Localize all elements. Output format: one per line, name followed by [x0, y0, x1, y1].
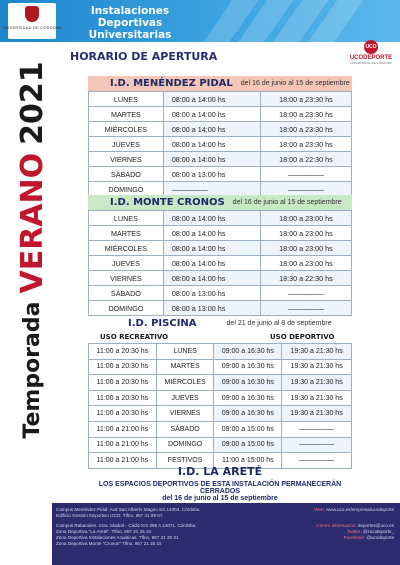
footer-address-6: Zona Deportiva Monte "Cronos" Tlfno. 957 21 25 15	[56, 541, 162, 546]
table-cell: MIÉRCOLES	[89, 122, 164, 137]
footer-address-5: Zona Deportiva Instalaciones Acuáticas. Tlfno. 957 21 25 31	[56, 535, 179, 540]
table-cell: JUEVES	[89, 256, 164, 271]
schedule-table-cronos	[88, 210, 352, 316]
table-cell: VIERNES	[156, 406, 214, 422]
table-cell: 19:30 a 21:30 hs	[282, 406, 352, 422]
university-name: UNIVERSIDAD DE CÓRDOBA	[2, 25, 62, 30]
table-row	[89, 122, 352, 137]
section-name-arete: I.D. LA ARETÉ	[177, 465, 263, 478]
table-cell: MARTES	[89, 107, 164, 122]
table-cell: 08:00 a 13:00 hs	[163, 301, 260, 316]
table-cell: DOMINGO	[89, 182, 164, 197]
table-cell: 08:00 a 14:00 hs	[163, 137, 260, 152]
table-cell: 19:30 a 21:30 hs	[282, 375, 352, 391]
table-cell: 08:00 a 14:00 hs	[163, 226, 260, 241]
label-uso-deportivo: USO DEPORTIVO	[270, 333, 335, 341]
table-cell: SÁBADO	[89, 286, 164, 301]
table-cell: 08:00 a 14:00 hs	[163, 92, 260, 107]
table-cell: 11:00 a 21:00 hs	[89, 453, 157, 469]
table-cell: —————	[282, 437, 352, 453]
table-cell: 11:00 a 20:30 hs	[89, 390, 157, 406]
table-cell: 18:00 a 23:30 hs	[260, 122, 351, 137]
arete-closed-dates: del 16 de junio al 15 de septiembre	[162, 495, 278, 502]
table-cell: 09:00 a 16:30 hs	[214, 359, 282, 375]
footer-web-link[interactable]: www.uco.es/empresa/ucodeporte	[326, 507, 394, 512]
table-cell: VIERNES	[89, 152, 164, 167]
table-cell: MIÉRCOLES	[89, 241, 164, 256]
table-cell: 18:00 a 23:00 hs	[260, 241, 351, 256]
table-row	[89, 226, 352, 241]
table-cell: 09:00 a 16:30 hs	[214, 390, 282, 406]
table-cell: —————	[282, 453, 352, 469]
table-cell: 18:00 a 23:00 hs	[260, 226, 351, 241]
section-header-piscina	[88, 316, 352, 331]
table-cell: 09:00 a 16:30 hs	[214, 406, 282, 422]
footer-mail-link[interactable]: deportes@uco.es	[357, 523, 394, 528]
footer-address-3: Campus Rabanales. Ctra. Madrid - Cádiz Km 396 A 14071. Córdoba.	[56, 523, 197, 528]
table-cell: —————	[260, 286, 351, 301]
footer-web-label: Web:	[314, 507, 325, 512]
table-row	[89, 152, 352, 167]
table-cell: 11:00 a 20:30 hs	[89, 406, 157, 422]
table-cell: SÁBADO	[89, 167, 164, 182]
table-row	[89, 92, 352, 107]
page-subtitle: HORARIO DE APERTURA	[70, 50, 218, 63]
table-cell: FESTIVOS	[156, 453, 214, 469]
footer-mail-label: Correo información:	[316, 523, 357, 528]
header-title	[60, 5, 200, 41]
footer-facebook-label: Facebook:	[343, 535, 366, 540]
table-row	[89, 359, 352, 375]
table-cell: 18:00 a 23:00 hs	[260, 211, 351, 226]
footer-facebook-link[interactable]: @ucodeporte	[366, 535, 394, 540]
table-cell: 08:00 a 14:00 hs	[163, 271, 260, 286]
table-cell: LUNES	[156, 344, 214, 360]
table-row	[89, 375, 352, 391]
table-cell: 09:00 a 15:00 hs	[214, 437, 282, 453]
table-cell: 09:00 a 16:30 hs	[214, 375, 282, 391]
table-cell: MARTES	[89, 226, 164, 241]
table-cell: 11:00 a 20:30 hs	[89, 359, 157, 375]
table-cell: 08:00 a 14:00 hs	[163, 241, 260, 256]
section-arete	[88, 465, 352, 502]
header-title-line2: Universitarias	[88, 29, 172, 41]
table-cell: DOMINGO	[89, 301, 164, 316]
university-crest-icon	[25, 6, 39, 22]
schedule-table-piscina	[88, 343, 352, 469]
table-cell: 18:00 a 23:30 hs	[260, 107, 351, 122]
footer-right-contacts	[314, 507, 394, 541]
table-cell: 08:00 a 14:00 hs	[163, 256, 260, 271]
footer-address-4: Zona Deportiva "La Areté". Tlfno. 957 21 25 24	[56, 529, 152, 534]
season-title-temporada: Temporada	[19, 301, 45, 439]
header-banner	[0, 0, 400, 42]
footer-left-contacts	[56, 507, 201, 547]
table-row	[89, 406, 352, 422]
table-row	[89, 271, 352, 286]
table-cell: 18:00 a 23:00 hs	[260, 256, 351, 271]
arete-closed-notice: LOS ESPACIOS DEPORTIVOS DE ESTA INSTALACIÓN PERMANECERÁN CERRADOS	[98, 481, 342, 495]
table-cell: LUNES	[89, 92, 164, 107]
footer	[52, 503, 400, 565]
table-cell: 18:30 a 22:30 hs	[260, 271, 351, 286]
season-title-year: 2021	[14, 61, 50, 145]
table-cell: MARTES	[156, 359, 214, 375]
table-cell: JUEVES	[89, 137, 164, 152]
table-cell: —————	[260, 182, 351, 197]
table-cell: —————	[260, 167, 351, 182]
header-title-line1: Instalaciones Deportivas	[90, 5, 170, 29]
table-cell: 11:00 a 21:00 hs	[89, 437, 157, 453]
section-dates-cronos: del 16 de junio al 15 de septiembre	[232, 199, 342, 206]
table-cell: 11:00 a 15:00 hs	[214, 453, 282, 469]
table-row	[89, 241, 352, 256]
table-cell: 18:00 a 22:30 hs	[260, 152, 351, 167]
table-cell: 09:00 a 16:30 hs	[214, 344, 282, 360]
footer-address-2: Edificio Gestión Deportivo UCO. Tlfno. 957 21 89 67	[56, 513, 163, 518]
table-cell: 08:00 a 13:00 hs	[163, 167, 260, 182]
table-cell: JUEVES	[156, 390, 214, 406]
section-name-menendez: I.D. MENÉNDEZ PIDAL	[110, 78, 233, 89]
table-row	[89, 390, 352, 406]
table-cell: 08:00 a 14:00 hs	[163, 122, 260, 137]
table-cell: 19:30 a 21:30 hs	[282, 359, 352, 375]
footer-twitter-label: Twitter:	[346, 529, 362, 534]
section-header-menendez	[88, 76, 352, 91]
ucodeporte-logo	[348, 40, 394, 70]
section-name-piscina: I.D. PISCINA	[128, 318, 197, 329]
uco-badge-icon: UCO	[364, 40, 378, 54]
table-cell: —————	[163, 182, 260, 197]
label-uso-recreativo: USO RECREATIVO	[100, 333, 169, 341]
table-cell: SÁBADO	[156, 421, 214, 437]
uco-logo-sub: UNIVERSIDAD DE CÓRDOBA	[350, 61, 392, 65]
table-row	[89, 256, 352, 271]
table-cell: —————	[260, 301, 351, 316]
table-row	[89, 286, 352, 301]
table-cell: MIÉRCOLES	[156, 375, 214, 391]
table-cell: 08:00 a 13:00 hs	[163, 286, 260, 301]
table-cell: —————	[282, 421, 352, 437]
table-row	[89, 211, 352, 226]
table-row	[89, 137, 352, 152]
schedule-table-menendez	[88, 91, 352, 197]
table-row	[89, 107, 352, 122]
section-header-cronos	[88, 195, 352, 210]
table-row	[89, 437, 352, 453]
section-name-cronos: I.D. MONTE CRONOS	[110, 197, 225, 208]
table-cell: 09:00 a 15:00 hs	[214, 421, 282, 437]
table-cell: 08:00 a 14:00 hs	[163, 152, 260, 167]
table-cell: 08:00 a 14:00 hs	[163, 211, 260, 226]
table-cell: 11:00 a 20:30 hs	[89, 375, 157, 391]
table-cell: DOMINGO	[156, 437, 214, 453]
section-dates-menendez: del 16 de junio al 15 de septiembre	[240, 80, 350, 87]
table-cell: 18:00 a 23:30 hs	[260, 137, 351, 152]
footer-twitter-link[interactable]: @Ucodeporte_	[363, 529, 394, 534]
table-cell: 19:30 a 21:30 hs	[282, 390, 352, 406]
table-row	[89, 421, 352, 437]
table-cell: 08:00 a 14:00 hs	[163, 107, 260, 122]
footer-address-1: Campus Menéndez Pidal. Avd San Alberto Magno s/n 14004. Córdoba.	[56, 507, 201, 512]
table-row	[89, 301, 352, 316]
table-cell: 18:00 a 23:30 hs	[260, 92, 351, 107]
uco-logo-name: UCODEPORTE	[349, 55, 393, 61]
table-cell: 11:00 a 20:30 hs	[89, 344, 157, 360]
table-row	[89, 167, 352, 182]
section-dates-piscina: del 21 de junio al 8 de septiembre	[226, 320, 332, 327]
table-cell: LUNES	[89, 211, 164, 226]
table-row	[89, 344, 352, 360]
table-cell: VIERNES	[89, 271, 164, 286]
university-logo	[2, 3, 62, 39]
season-title-verano: VERANO	[14, 152, 50, 294]
table-cell: 19:30 a 21:30 hs	[282, 344, 352, 360]
table-cell: 11:00 a 21:00 hs	[89, 421, 157, 437]
season-title	[12, 61, 52, 439]
